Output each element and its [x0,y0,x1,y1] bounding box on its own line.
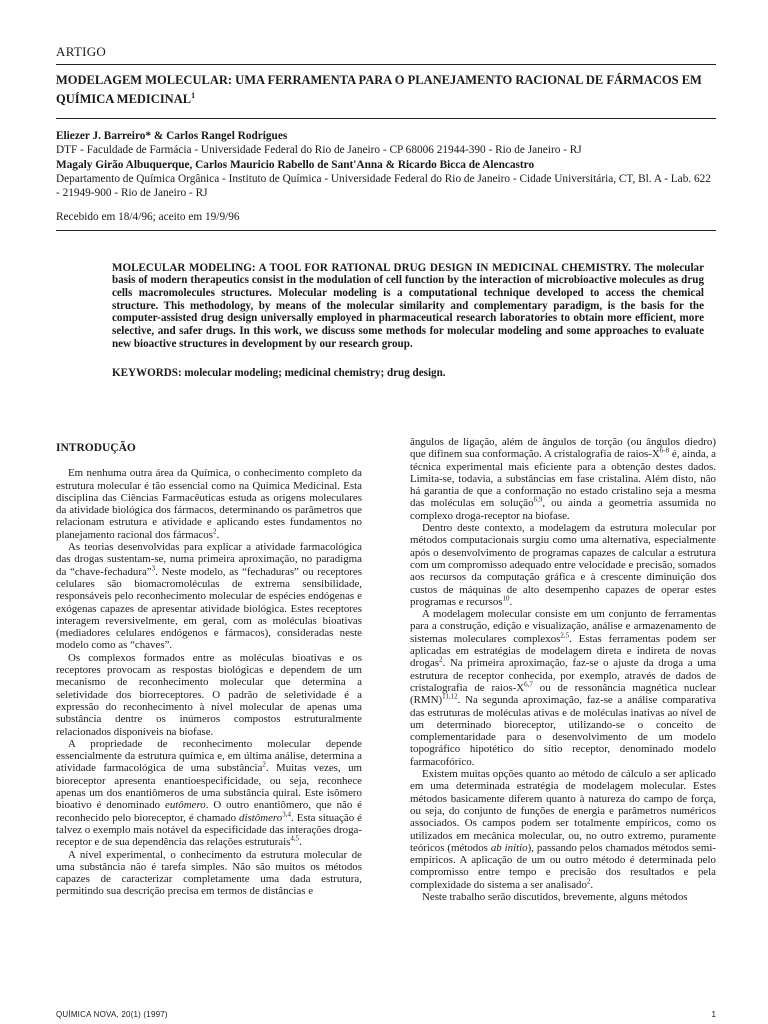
paragraph: A modelagem molecular consiste em um conjunto de ferramentas para a construção, edição e visualização, análise e armazenamento de sistemas moleculares complexos$^{2,5}$. Estas ferramentas podem ser aplicadas em estratégias de modelagem direta e indireta de novas drogas$^2$. Na primeira aproximação, faz-se o ajuste da droga a uma estrutura de receptor conhecida, por exemplo, através de dados de cristalografia de raios-$X^{6,7}$ ou de ressonância magnética nuclear (RMN)$^{11,12}$. Na segunda aproximação, faz-se a análise comparativa das estruturas de moléculas ativas e de moléculas inativas ao nível de um determinado bioreceptor, utilizando-se o conceito de complementaridade para o desenvolvimento de um modelo topográfico hipotético do sítio receptor, denominado modelo farmacofórico. [410,608,716,768]
paragraph: Existem muitas opções quanto ao método de cálculo a ser aplicado em uma determinada estratégia de modelagem molecular. Estes métodos basicamente diferem quanto à natureza do campo de força, ou seja, do conjunto de funções de energia e parâmetros numéricos associados. Os campos podem ser totalmente empíricos, como os utilizados em mecânica molecular, ou, no outro extremo, puramente teóricos (métodos ab initio), passando pelos chamados métodos semi-empíricos. A aplicação de um ou outro método é determinada pelo compromisso entre tempo e precisão dos resultados e pela complexidade do sistema a ser analisado$^2$. [410,768,717,891]
body-columns [56,436,716,903]
article-title [56,73,716,107]
received-dates: Recebido em 18/4/96; aceito em 19/9/96 [56,210,240,223]
affiliation-1: DTF - Faculdade de Farmácia - Universidade Federal do Rio de Janeiro - CP 68006 21944-390 - Rio de Janeiro - RJ [56,144,582,157]
article-page [56,44,717,1019]
title-text: MODELAGEM MOLECULAR: UMA FERRAMENTA PARA O PLANEJAMENTO RACIONAL DE FÁRMACOS EM QUÍMICA MEDICINAL [56,73,702,107]
title-rule [56,118,716,119]
author-block [56,129,716,200]
title-footnote: 1 [191,91,196,100]
section-label: ARTIGO [56,44,107,59]
paragraph: Em nenhuma outra área da Química, o conhecimento completo da estrutura molecular é tão essencial como na Química Medicinal. Esta disciplina das Ciências Farmacêuticas estuda as origens moleculares da atividade biológica dos fármacos, determinando os parâmetros que relacionam estrutura e atividade e aplicando estes fundamentos no planejamento racional dos fármacos$^2$. [56,467,362,541]
keywords: KEYWORDS: molecular modeling; medicinal chemistry; drug design. [112,366,446,379]
top-rule [56,64,716,65]
paragraph: Neste trabalho serão discutidos, brevemente, alguns métodos [422,890,688,903]
abstract: MOLECULAR MODELING: A TOOL FOR RATIONAL DRUG DESIGN IN MEDICINAL CHEMISTRY. The molecular basis of modern therapeutics consist in the modulation of cell function by the interaction of microbioactive molecules as drug cells macromolecules structures. Molecular modeling is a computational technique developed to access the chemical structure. This methodology, by means of the molecular similarity and complementary paradigm, is the basis for the computer-assisted drug design universally employed in pharmaceutical research laboratories to obtain more efficient, more selective, and safer drugs. In this work, we discuss some methods for molecular modeling and some approaches to evaluate new bioactive structures in development by our research group. [112,261,704,350]
authors-group-2: Magaly Girão Albuquerque, Carlos Mauricio Rabello de Sant'Anna & Ricardo Bicca de Alencastro [56,158,535,171]
paragraph: As teorias desenvolvidas para explicar a atividade farmacológica das drogas sustentam-se, numa primeira aproximação, no paradigma da “chave-fechadura”$^3$. Neste modelo, as “fechaduras” ou receptores celulares são biomacromoléculas de extrema sensibilidade, responsáveis pelo reconhecimento molecular de espécies endógenas e exógenas capazes de apresentar atividade biológica. Estes receptores interagem reversivelmente, em geral, com as moléculas bioativas (mediadores celulares endógenos e fármacos), consideradas neste modelo como as “chaves”. [56,541,363,652]
paragraph: ângulos de ligação, além de ângulos de torção (ou ângulos diedro) que difinem sua conformação. A cristalografia de raios-$X^{6-8}$ é, ainda, a técnica experimental mais eficiente para a obtenção destes dados. Limita-se, todavia, a substâncias em fase cristalina. Além disto, não há garantia de que a conformação no estado cristalino seja a mesma das moléculas em solução$^{6,9}$, ou ainda a geometria assumida no complexo droga-receptor na biofase. [410,436,717,522]
paragraph: Os complexos formados entre as moléculas bioativas e os receptores provocam as respostas biológicas e dependem de um mecanismo de reconhecimento molecular que determina a seletividade dos biorreceptores. O padrão de seletividade é a expressão do reconhecimento à nível molecular de apenas uma substância dentre os inúmeros compostos estruturalmente relacionados disponíveis na biofase. [56,651,362,738]
journal-citation: QUÍMICA NOVA, 20(1) (1997) [56,1010,168,1019]
paragraph: A nível experimental, o conhecimento da estrutura molecular de uma substância não é tarefa simples. Não são muitos os métodos capazes de caracterizar completamente uma dada estrutura, permitindo sua descrição precisa em termos de distâncias e [56,848,362,898]
intro-heading: INTRODUÇÃO [56,442,136,454]
authors-group-1: Eliezer J. Barreiro* & Carlos Rangel Rodrigues [56,130,288,143]
left-column [56,436,362,903]
paragraph: A propriedade de reconhecimento molecular depende essencialmente da estrutura química e, em última análise, determina a atividade farmacológica de uma substância$^2$. Muitas vezes, um bioreceptor apresenta enantioespecificidade, ou seja, reconhece apenas um dos enantiômeros de uma substância quiral. Este isômero bioativo é denominado eutômero. O outro enantiômero, que não é reconhecido pelo bioreceptor, é chamado distômero$^{3,4}$. Esta situação é talvez o exemplo mais notável da especificidade das interações droga-receptor e de sua dependência das relações estruturais$^{4,5}$. [56,737,363,849]
affiliation-2: Departamento de Química Orgânica - Instituto de Química - Universidade Federal do Rio de Janeiro - Cidade Universitária, CT, Bl. A - Lab. 622 - 21949-900 - Rio de Janeiro - RJ [56,173,711,200]
paragraph: Dentro deste contexto, a modelagem da estrutura molecular por métodos computacionais surgiu como uma alternativa, especialmente após o desenvolvimento de programas capazes de calcular a estrutura com um compromisso adequado entre velocidade e precisão, somados aos recursos da computação gráfica e à crescente diminuição dos custos de máquinas de alto desempenho capazes de operar estes programas e recursos$^{10}$. [410,522,716,608]
header-rule [56,230,716,231]
right-column [410,436,716,903]
page-number: 1 [711,1010,716,1019]
